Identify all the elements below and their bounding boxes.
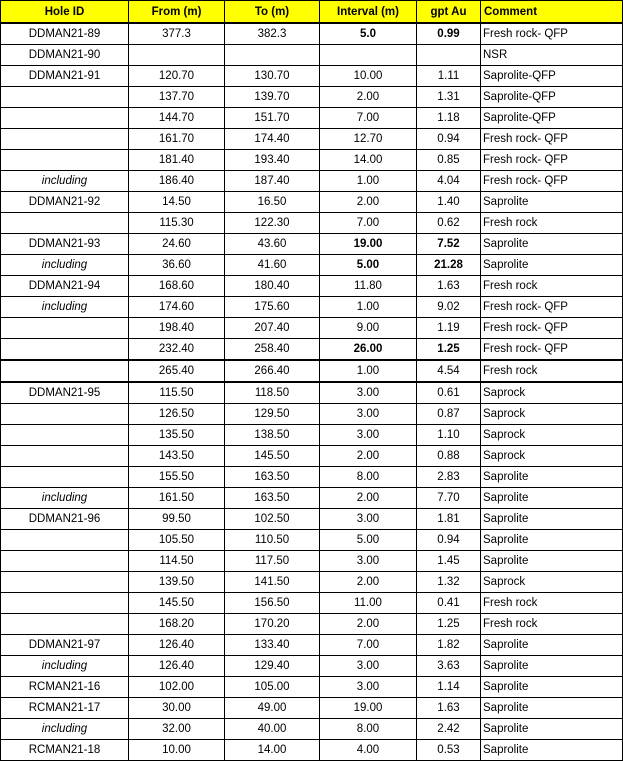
table-row bbox=[1, 108, 623, 129]
to-cell: 139.70 bbox=[225, 87, 320, 108]
to-cell: 193.40 bbox=[225, 150, 320, 171]
hole-id-cell bbox=[1, 467, 129, 488]
gpt-au-cell bbox=[417, 45, 481, 66]
from-cell: 144.70 bbox=[129, 108, 225, 129]
to-cell: 141.50 bbox=[225, 572, 320, 593]
hole-id-cell: including bbox=[1, 719, 129, 740]
interval-cell: 19.00 bbox=[320, 698, 417, 719]
interval-cell bbox=[320, 45, 417, 66]
hole-id-cell bbox=[1, 614, 129, 635]
table-row bbox=[1, 572, 623, 593]
interval-cell: 11.80 bbox=[320, 276, 417, 297]
hole-id-cell: including bbox=[1, 297, 129, 318]
comment-cell: Saprock bbox=[481, 425, 623, 446]
table-row bbox=[1, 719, 623, 740]
interval-cell: 10.00 bbox=[320, 66, 417, 87]
gpt-au-cell: 1.40 bbox=[417, 192, 481, 213]
col-header-gpt-au: gpt Au bbox=[417, 1, 481, 24]
comment-cell: Saprolite bbox=[481, 509, 623, 530]
comment-cell: Fresh rock- QFP bbox=[481, 339, 623, 361]
interval-cell: 4.00 bbox=[320, 740, 417, 761]
comment-cell: Saprolite-QFP bbox=[481, 108, 623, 129]
hole-id-cell bbox=[1, 530, 129, 551]
to-cell: 117.50 bbox=[225, 551, 320, 572]
gpt-au-cell: 1.19 bbox=[417, 318, 481, 339]
gpt-au-cell: 1.31 bbox=[417, 87, 481, 108]
to-cell: 110.50 bbox=[225, 530, 320, 551]
table-row bbox=[1, 382, 623, 404]
table-row bbox=[1, 677, 623, 698]
comment-cell: Saprock bbox=[481, 404, 623, 425]
interval-cell: 9.00 bbox=[320, 318, 417, 339]
from-cell: 161.50 bbox=[129, 488, 225, 509]
from-cell: 10.00 bbox=[129, 740, 225, 761]
hole-id-cell: DDMAN21-97 bbox=[1, 635, 129, 656]
hole-id-cell: DDMAN21-90 bbox=[1, 45, 129, 66]
to-cell: 118.50 bbox=[225, 382, 320, 404]
interval-cell: 3.00 bbox=[320, 677, 417, 698]
interval-cell: 2.00 bbox=[320, 87, 417, 108]
col-header-from: From (m) bbox=[129, 1, 225, 24]
table-row bbox=[1, 509, 623, 530]
from-cell: 137.70 bbox=[129, 87, 225, 108]
from-cell bbox=[129, 45, 225, 66]
comment-cell: Fresh rock- QFP bbox=[481, 150, 623, 171]
from-cell: 126.50 bbox=[129, 404, 225, 425]
hole-id-cell: RCMAN21-16 bbox=[1, 677, 129, 698]
comment-cell: Saprolite bbox=[481, 719, 623, 740]
hole-id-cell bbox=[1, 360, 129, 382]
from-cell: 155.50 bbox=[129, 467, 225, 488]
hole-id-cell: RCMAN21-17 bbox=[1, 698, 129, 719]
col-header-hole-id: Hole ID bbox=[1, 1, 129, 24]
table-row bbox=[1, 446, 623, 467]
hole-id-cell: DDMAN21-96 bbox=[1, 509, 129, 530]
to-cell: 105.00 bbox=[225, 677, 320, 698]
interval-cell: 1.00 bbox=[320, 360, 417, 382]
comment-cell: Saprolite bbox=[481, 192, 623, 213]
table-row bbox=[1, 551, 623, 572]
gpt-au-cell: 0.85 bbox=[417, 150, 481, 171]
comment-cell: Fresh rock- QFP bbox=[481, 318, 623, 339]
gpt-au-cell: 7.52 bbox=[417, 234, 481, 255]
table-row bbox=[1, 488, 623, 509]
table-row bbox=[1, 171, 623, 192]
to-cell: 129.50 bbox=[225, 404, 320, 425]
comment-cell: Saprock bbox=[481, 446, 623, 467]
table-row bbox=[1, 45, 623, 66]
to-cell: 163.50 bbox=[225, 488, 320, 509]
from-cell: 143.50 bbox=[129, 446, 225, 467]
interval-cell: 2.00 bbox=[320, 446, 417, 467]
interval-cell: 7.00 bbox=[320, 213, 417, 234]
comment-cell: Saprolite bbox=[481, 740, 623, 761]
to-cell: 258.40 bbox=[225, 339, 320, 361]
hole-id-cell bbox=[1, 129, 129, 150]
to-cell: 49.00 bbox=[225, 698, 320, 719]
from-cell: 161.70 bbox=[129, 129, 225, 150]
gpt-au-cell: 2.83 bbox=[417, 467, 481, 488]
to-cell: 187.40 bbox=[225, 171, 320, 192]
comment-cell: Saprolite bbox=[481, 656, 623, 677]
hole-id-cell: including bbox=[1, 488, 129, 509]
from-cell: 115.50 bbox=[129, 382, 225, 404]
hole-id-cell bbox=[1, 150, 129, 171]
hole-id-cell bbox=[1, 446, 129, 467]
gpt-au-cell: 9.02 bbox=[417, 297, 481, 318]
from-cell: 139.50 bbox=[129, 572, 225, 593]
hole-id-cell bbox=[1, 551, 129, 572]
comment-cell: Saprolite bbox=[481, 677, 623, 698]
table-row bbox=[1, 360, 623, 382]
comment-cell: Saprock bbox=[481, 382, 623, 404]
hole-id-cell: DDMAN21-91 bbox=[1, 66, 129, 87]
from-cell: 186.40 bbox=[129, 171, 225, 192]
col-header-to: To (m) bbox=[225, 1, 320, 24]
to-cell: 41.60 bbox=[225, 255, 320, 276]
from-cell: 36.60 bbox=[129, 255, 225, 276]
gpt-au-cell: 1.63 bbox=[417, 698, 481, 719]
from-cell: 24.60 bbox=[129, 234, 225, 255]
to-cell: 138.50 bbox=[225, 425, 320, 446]
from-cell: 168.60 bbox=[129, 276, 225, 297]
gpt-au-cell: 1.10 bbox=[417, 425, 481, 446]
to-cell: 130.70 bbox=[225, 66, 320, 87]
interval-cell: 12.70 bbox=[320, 129, 417, 150]
table-row bbox=[1, 129, 623, 150]
table-row bbox=[1, 87, 623, 108]
interval-cell: 3.00 bbox=[320, 382, 417, 404]
gpt-au-cell: 1.25 bbox=[417, 614, 481, 635]
table-row bbox=[1, 23, 623, 45]
table-row bbox=[1, 66, 623, 87]
comment-cell: Saprolite bbox=[481, 255, 623, 276]
interval-cell: 14.00 bbox=[320, 150, 417, 171]
from-cell: 105.50 bbox=[129, 530, 225, 551]
to-cell: 43.60 bbox=[225, 234, 320, 255]
interval-cell: 1.00 bbox=[320, 297, 417, 318]
interval-cell: 2.00 bbox=[320, 614, 417, 635]
to-cell: 102.50 bbox=[225, 509, 320, 530]
from-cell: 126.40 bbox=[129, 635, 225, 656]
gpt-au-cell: 0.53 bbox=[417, 740, 481, 761]
hole-id-cell: DDMAN21-94 bbox=[1, 276, 129, 297]
table-row bbox=[1, 213, 623, 234]
table-row bbox=[1, 635, 623, 656]
to-cell: 180.40 bbox=[225, 276, 320, 297]
table-body bbox=[1, 23, 623, 761]
interval-cell: 3.00 bbox=[320, 404, 417, 425]
table-row bbox=[1, 297, 623, 318]
comment-cell: Saprolite bbox=[481, 551, 623, 572]
interval-cell: 2.00 bbox=[320, 572, 417, 593]
to-cell: 156.50 bbox=[225, 593, 320, 614]
table-row bbox=[1, 255, 623, 276]
gpt-au-cell: 1.63 bbox=[417, 276, 481, 297]
comment-cell: Fresh rock- QFP bbox=[481, 297, 623, 318]
gpt-au-cell: 0.87 bbox=[417, 404, 481, 425]
to-cell: 266.40 bbox=[225, 360, 320, 382]
to-cell: 175.60 bbox=[225, 297, 320, 318]
comment-cell: Saprock bbox=[481, 572, 623, 593]
table-row bbox=[1, 150, 623, 171]
comment-cell: Saprolite-QFP bbox=[481, 66, 623, 87]
to-cell: 174.40 bbox=[225, 129, 320, 150]
interval-cell: 3.00 bbox=[320, 656, 417, 677]
table-row bbox=[1, 339, 623, 361]
hole-id-cell: RCMAN21-18 bbox=[1, 740, 129, 761]
gpt-au-cell: 1.81 bbox=[417, 509, 481, 530]
gpt-au-cell: 1.32 bbox=[417, 572, 481, 593]
comment-cell: Fresh rock bbox=[481, 360, 623, 382]
from-cell: 265.40 bbox=[129, 360, 225, 382]
gpt-au-cell: 4.54 bbox=[417, 360, 481, 382]
from-cell: 14.50 bbox=[129, 192, 225, 213]
header-row bbox=[1, 1, 623, 24]
gpt-au-cell: 1.25 bbox=[417, 339, 481, 361]
interval-cell: 3.00 bbox=[320, 551, 417, 572]
interval-cell: 26.00 bbox=[320, 339, 417, 361]
from-cell: 377.3 bbox=[129, 23, 225, 45]
to-cell: 163.50 bbox=[225, 467, 320, 488]
gpt-au-cell: 0.62 bbox=[417, 213, 481, 234]
gpt-au-cell: 1.45 bbox=[417, 551, 481, 572]
interval-cell: 7.00 bbox=[320, 108, 417, 129]
interval-cell: 1.00 bbox=[320, 171, 417, 192]
table-row bbox=[1, 467, 623, 488]
table-row bbox=[1, 276, 623, 297]
interval-cell: 3.00 bbox=[320, 425, 417, 446]
interval-cell: 7.00 bbox=[320, 635, 417, 656]
to-cell: 151.70 bbox=[225, 108, 320, 129]
gpt-au-cell: 0.61 bbox=[417, 382, 481, 404]
from-cell: 115.30 bbox=[129, 213, 225, 234]
col-header-comment: Comment bbox=[481, 1, 623, 24]
gpt-au-cell: 0.94 bbox=[417, 129, 481, 150]
col-header-interval: Interval (m) bbox=[320, 1, 417, 24]
hole-id-cell bbox=[1, 318, 129, 339]
hole-id-cell bbox=[1, 593, 129, 614]
from-cell: 168.20 bbox=[129, 614, 225, 635]
comment-cell: Saprolite bbox=[481, 467, 623, 488]
table-row bbox=[1, 593, 623, 614]
from-cell: 145.50 bbox=[129, 593, 225, 614]
interval-cell: 8.00 bbox=[320, 719, 417, 740]
from-cell: 30.00 bbox=[129, 698, 225, 719]
hole-id-cell: DDMAN21-92 bbox=[1, 192, 129, 213]
gpt-au-cell: 0.41 bbox=[417, 593, 481, 614]
interval-cell: 19.00 bbox=[320, 234, 417, 255]
comment-cell: Fresh rock bbox=[481, 276, 623, 297]
hole-id-cell bbox=[1, 404, 129, 425]
hole-id-cell bbox=[1, 425, 129, 446]
comment-cell: Fresh rock- QFP bbox=[481, 23, 623, 45]
interval-cell: 5.0 bbox=[320, 23, 417, 45]
table-row bbox=[1, 234, 623, 255]
comment-cell: Fresh rock bbox=[481, 213, 623, 234]
to-cell: 129.40 bbox=[225, 656, 320, 677]
gpt-au-cell: 4.04 bbox=[417, 171, 481, 192]
interval-cell: 5.00 bbox=[320, 530, 417, 551]
table-row bbox=[1, 404, 623, 425]
from-cell: 32.00 bbox=[129, 719, 225, 740]
gpt-au-cell: 1.14 bbox=[417, 677, 481, 698]
to-cell: 382.3 bbox=[225, 23, 320, 45]
hole-id-cell: DDMAN21-95 bbox=[1, 382, 129, 404]
interval-cell: 3.00 bbox=[320, 509, 417, 530]
comment-cell: NSR bbox=[481, 45, 623, 66]
comment-cell: Fresh rock- QFP bbox=[481, 171, 623, 192]
to-cell: 207.40 bbox=[225, 318, 320, 339]
interval-cell: 11.00 bbox=[320, 593, 417, 614]
gpt-au-cell: 21.28 bbox=[417, 255, 481, 276]
from-cell: 135.50 bbox=[129, 425, 225, 446]
gpt-au-cell: 0.99 bbox=[417, 23, 481, 45]
hole-id-cell: including bbox=[1, 171, 129, 192]
gpt-au-cell: 3.63 bbox=[417, 656, 481, 677]
gpt-au-cell: 7.70 bbox=[417, 488, 481, 509]
gpt-au-cell: 1.18 bbox=[417, 108, 481, 129]
interval-cell: 2.00 bbox=[320, 192, 417, 213]
from-cell: 120.70 bbox=[129, 66, 225, 87]
hole-id-cell: DDMAN21-89 bbox=[1, 23, 129, 45]
to-cell: 122.30 bbox=[225, 213, 320, 234]
to-cell: 133.40 bbox=[225, 635, 320, 656]
table-row bbox=[1, 530, 623, 551]
comment-cell: Saprolite bbox=[481, 635, 623, 656]
to-cell: 16.50 bbox=[225, 192, 320, 213]
comment-cell: Saprolite-QFP bbox=[481, 87, 623, 108]
comment-cell: Fresh rock- QFP bbox=[481, 129, 623, 150]
hole-id-cell: including bbox=[1, 255, 129, 276]
from-cell: 232.40 bbox=[129, 339, 225, 361]
from-cell: 114.50 bbox=[129, 551, 225, 572]
from-cell: 181.40 bbox=[129, 150, 225, 171]
table-row bbox=[1, 192, 623, 213]
from-cell: 126.40 bbox=[129, 656, 225, 677]
interval-cell: 8.00 bbox=[320, 467, 417, 488]
hole-id-cell bbox=[1, 213, 129, 234]
table-row bbox=[1, 614, 623, 635]
comment-cell: Saprolite bbox=[481, 234, 623, 255]
from-cell: 174.60 bbox=[129, 297, 225, 318]
table-row bbox=[1, 425, 623, 446]
hole-id-cell bbox=[1, 108, 129, 129]
to-cell: 170.20 bbox=[225, 614, 320, 635]
to-cell: 14.00 bbox=[225, 740, 320, 761]
hole-id-cell bbox=[1, 572, 129, 593]
interval-cell: 2.00 bbox=[320, 488, 417, 509]
from-cell: 198.40 bbox=[129, 318, 225, 339]
to-cell: 40.00 bbox=[225, 719, 320, 740]
table-row bbox=[1, 318, 623, 339]
table-row bbox=[1, 740, 623, 761]
gpt-au-cell: 1.82 bbox=[417, 635, 481, 656]
hole-id-cell: including bbox=[1, 656, 129, 677]
to-cell: 145.50 bbox=[225, 446, 320, 467]
table-row bbox=[1, 698, 623, 719]
interval-cell: 5.00 bbox=[320, 255, 417, 276]
gpt-au-cell: 0.88 bbox=[417, 446, 481, 467]
comment-cell: Saprolite bbox=[481, 488, 623, 509]
hole-id-cell bbox=[1, 87, 129, 108]
hole-id-cell bbox=[1, 339, 129, 361]
table-row bbox=[1, 656, 623, 677]
from-cell: 102.00 bbox=[129, 677, 225, 698]
comment-cell: Saprolite bbox=[481, 698, 623, 719]
gpt-au-cell: 0.94 bbox=[417, 530, 481, 551]
comment-cell: Saprolite bbox=[481, 530, 623, 551]
hole-id-cell: DDMAN21-93 bbox=[1, 234, 129, 255]
comment-cell: Fresh rock bbox=[481, 593, 623, 614]
from-cell: 99.50 bbox=[129, 509, 225, 530]
comment-cell: Fresh rock bbox=[481, 614, 623, 635]
gpt-au-cell: 2.42 bbox=[417, 719, 481, 740]
to-cell bbox=[225, 45, 320, 66]
gpt-au-cell: 1.11 bbox=[417, 66, 481, 87]
